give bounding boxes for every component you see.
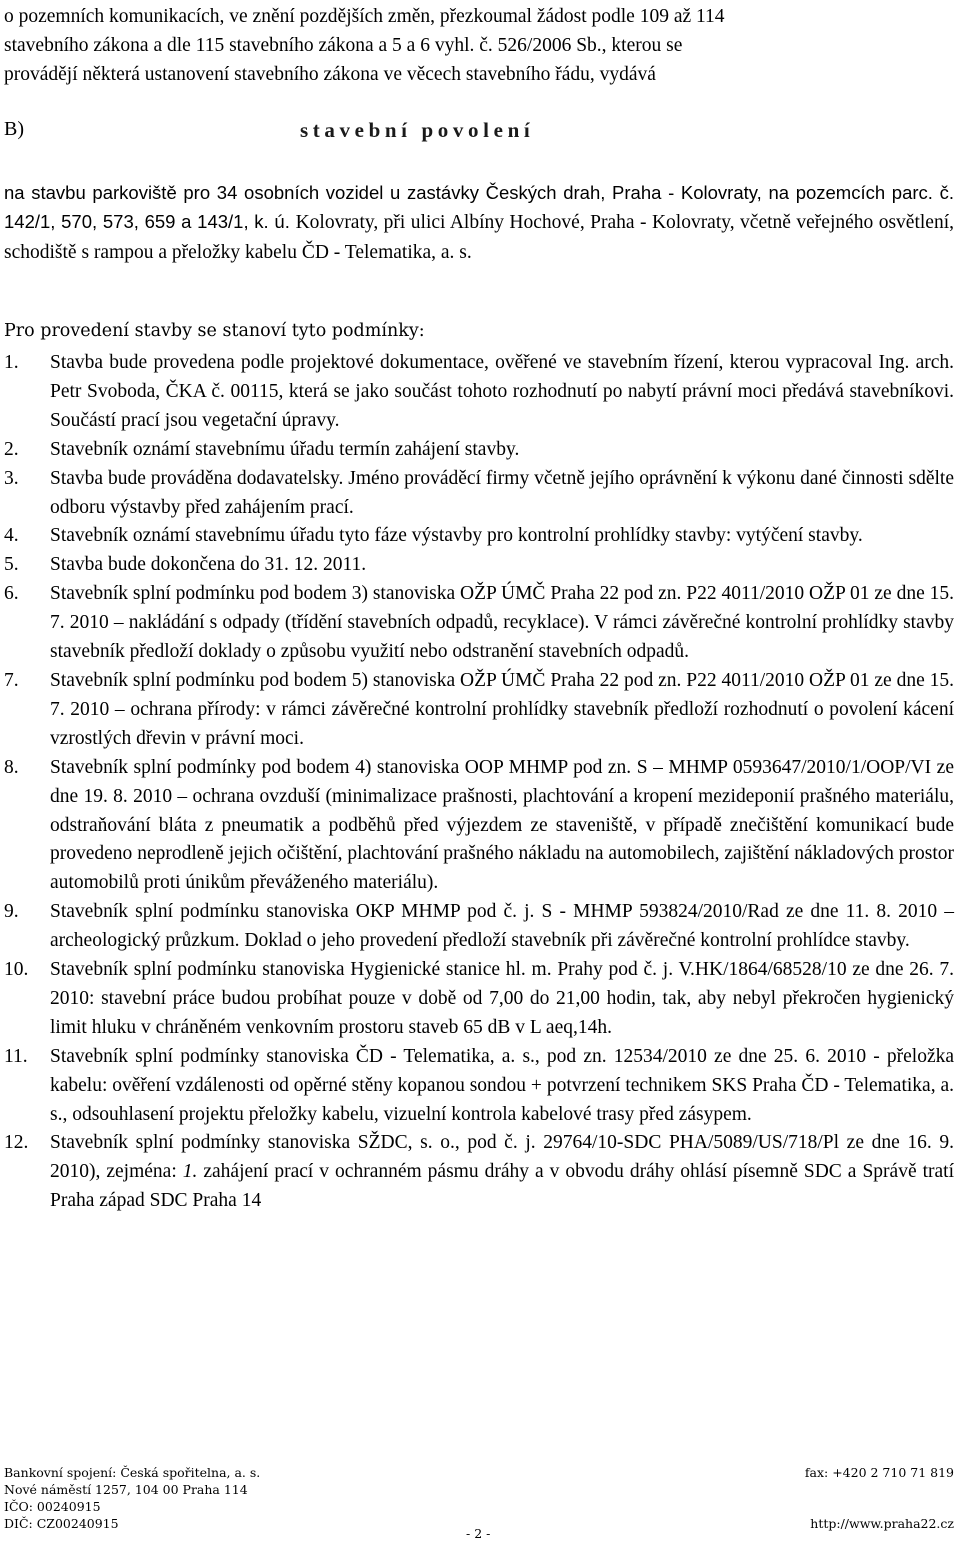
condition-text: Stavebník splní podmínky stanoviska ČD - Telematika, a. s., pod zn. 12534/2010 ze dne 25. 6. 2010 - přeložka kabelu: ověření vzdálenosti od opěrné stěny kopanou sondou + potvrzení technikem SKS Praha ČD - Telematika, a. s., odsouhlasení projektu přeložky kabelu, vizuelní kontrola kabelové trasy před zásypem. (50, 1045, 954, 1125)
condition-text: Stavebník oznámí stavebnímu úřadu termín zahájení stavby. (50, 438, 520, 460)
condition-item (4, 465, 954, 523)
condition-number: 4. (4, 525, 19, 547)
page-number: - 2 - (466, 1526, 491, 1541)
condition-number: 11. (4, 1045, 28, 1067)
condition-item (4, 754, 954, 899)
condition-number: 5. (4, 554, 19, 576)
intro-line-1: o pozemních komunikacích, ve znění pozdějších změn, přezkoumal žádost podle 109 až 114 (4, 6, 725, 27)
condition-text: Stavebník splní podmínku stanoviska Hygienické stanice hl. m. Prahy pod č. j. V.HK/1864/68528/10 ze dne 26. 7. 2010: stavební práce budou probíhat pouze v době od 7,00 do 21,00 hodin, tak, aby nebyl překročen hygienický limit hluku v chráněném venkovním prostoru staveb 65 dB v L aeq,14h. (50, 959, 954, 1038)
condition-number: 1. (4, 352, 19, 373)
condition-item (4, 349, 954, 436)
footer-bank: Bankovní spojení: Česká spořitelna, a. s. (4, 1465, 261, 1480)
condition-item (4, 436, 954, 465)
intro-line-2: stavebního zákona a dle 115 stavebního zákona a 5 a 6 vyhl. č. 526/2006 Sb., kterou se (4, 35, 683, 56)
footer-fax: fax: +420 2 710 71 819 (804, 1465, 954, 1480)
section-letter: B) (4, 118, 24, 140)
condition-text: Stavebník splní podmínky pod bodem 4) stanoviska OOP MHMP pod zn. S – MHMP 0593647/2010/1/OOP/VI ze dne 19. 8. 2010 – ochrana ovzduší (minimalizace prašnosti, plachtování a kropení mezideponií prašného materiálu, odstraňování bláta z pneumatik a podběhů před výjezdem ze staveniště, v případě znečištění komunikací bude provedeno neprodleně jejich očištění, plachtování prašného nákladu na automobilech, zajištění nákladových prostor automobilů proti únikům převáženého materiálu). (50, 756, 954, 894)
conditions-list (4, 349, 954, 1216)
condition-text: Stavba bude provedena podle projektové dokumentace, ověřené ve stavebním řízení, kterou vypracoval Ing. arch. Petr Svoboda, ČKA č. 00115, která se jako součást tohoto rozhodnutí po nabytí právní moci předává stavebníkovi. Součástí prací jsou vegetační úpravy. (50, 352, 954, 431)
condition-item (4, 551, 954, 580)
condition-text: Stavebník splní podmínku stanoviska OKP MHMP pod č. j. S - MHMP 593824/2010/Rad ze dne 11. 8. 2010 – archeologický průzkum. Doklad o jeho provedení předloží stavebník při závěrečné kontrolní prohlídce stavby. (50, 901, 954, 952)
page-footer (4, 1464, 954, 1540)
footer-contact-block (805, 1464, 954, 1532)
condition-text: Stavebník splní podmínku pod bodem 3) stanoviska OŽP ÚMČ Praha 22 pod zn. P22 4011/2010 OŽP 01 ze dne 15. 7. 2010 – nakládání s odpady (třídění stavebních odpadů, recyklace). V rámci závěrečné kontrolní prohlídky stavby stavebník předloží doklady o způsobu využití nebo odstranění stavebních odpadů. (50, 583, 954, 663)
description-part-1: na stavbu parkoviště pro 34 osobních vozidel u zastávky Českých drah, Praha - Kolovraty, na pozemcích parc. č. 142/1, 570, 573, 659 a 143/1, k. ú. (4, 182, 954, 232)
footer-dic: DIČ: CZ00240915 (4, 1516, 119, 1531)
condition-text-end: zahájení prací v ochranném pásmu dráhy a v obvodu dráhy ohlásí písemně SDC a Správě tratí Praha západ SDC Praha 14 (50, 1161, 954, 1212)
conditions-heading: Pro provedení stavby se stanoví tyto podmínky: (4, 321, 425, 341)
condition-text-italic: 1. (182, 1161, 198, 1183)
intro-paragraph (4, 2, 954, 89)
condition-text: Stavebník splní podmínky stanoviska SŽDC, s. o., pod č. j. 29764/10-SDC PHA/5089/US/718/Pl ze dne 16. 9. 2010), zejména: (50, 1132, 954, 1183)
condition-number: 9. (4, 901, 19, 923)
building-description (4, 178, 954, 267)
condition-number: 6. (4, 583, 19, 605)
condition-number: 7. (4, 669, 19, 691)
condition-item (4, 580, 954, 667)
condition-number: 3. (4, 467, 19, 489)
condition-item (4, 898, 954, 956)
section-b-heading (4, 118, 954, 148)
condition-item (4, 667, 954, 754)
decision-title: stavební povolení (300, 118, 535, 142)
condition-text: Stavebník oznámí stavebnímu úřadu tyto fáze výstavby pro kontrolní prohlídky stavby: vytýčení stavby. (50, 525, 863, 547)
condition-item (4, 956, 954, 1043)
condition-number: 2. (4, 438, 19, 460)
condition-number: 10. (4, 959, 29, 981)
condition-number: 12. (4, 1132, 29, 1154)
condition-item (4, 1043, 954, 1130)
footer-address-block (4, 1464, 260, 1532)
condition-text: Stavba bude prováděna dodavatelsky. Jméno prováděcí firmy včetně jejího oprávnění k výkonu dané činnosti sdělte odboru výstavby před zahájením prací. (50, 467, 954, 518)
footer-address: Nové náměstí 1257, 104 00 Praha 114 (4, 1482, 248, 1497)
condition-number: 8. (4, 756, 19, 778)
condition-text: Stavba bude dokončena do 31. 12. 2011. (50, 554, 367, 576)
condition-item (4, 1129, 954, 1216)
condition-text: Stavebník splní podmínku pod bodem 5) stanoviska OŽP ÚMČ Praha 22 pod zn. P22 4011/2010 OŽP 01 ze dne 15. 7. 2010 – ochrana přírody: v rámci závěrečné kontrolní prohlídky stavebník předloží rozhodnutí o povolení kácení vzrostlých dřevin v právní moci. (50, 669, 954, 749)
footer-web: http://www.praha22.cz (810, 1516, 954, 1531)
description-part-2: Kolovraty, při ulici Albíny Hochové, Praha - Kolovraty, včetně veřejného osvětlení, schodiště s rampou a přeložky kabelu ČD - Telematika, a. s. (4, 212, 954, 263)
intro-line-3: provádějí některá ustanovení stavebního zákona ve věcech stavebního řádu, vydává (4, 64, 656, 85)
footer-ico: IČO: 00240915 (4, 1499, 101, 1514)
condition-item (4, 522, 954, 551)
